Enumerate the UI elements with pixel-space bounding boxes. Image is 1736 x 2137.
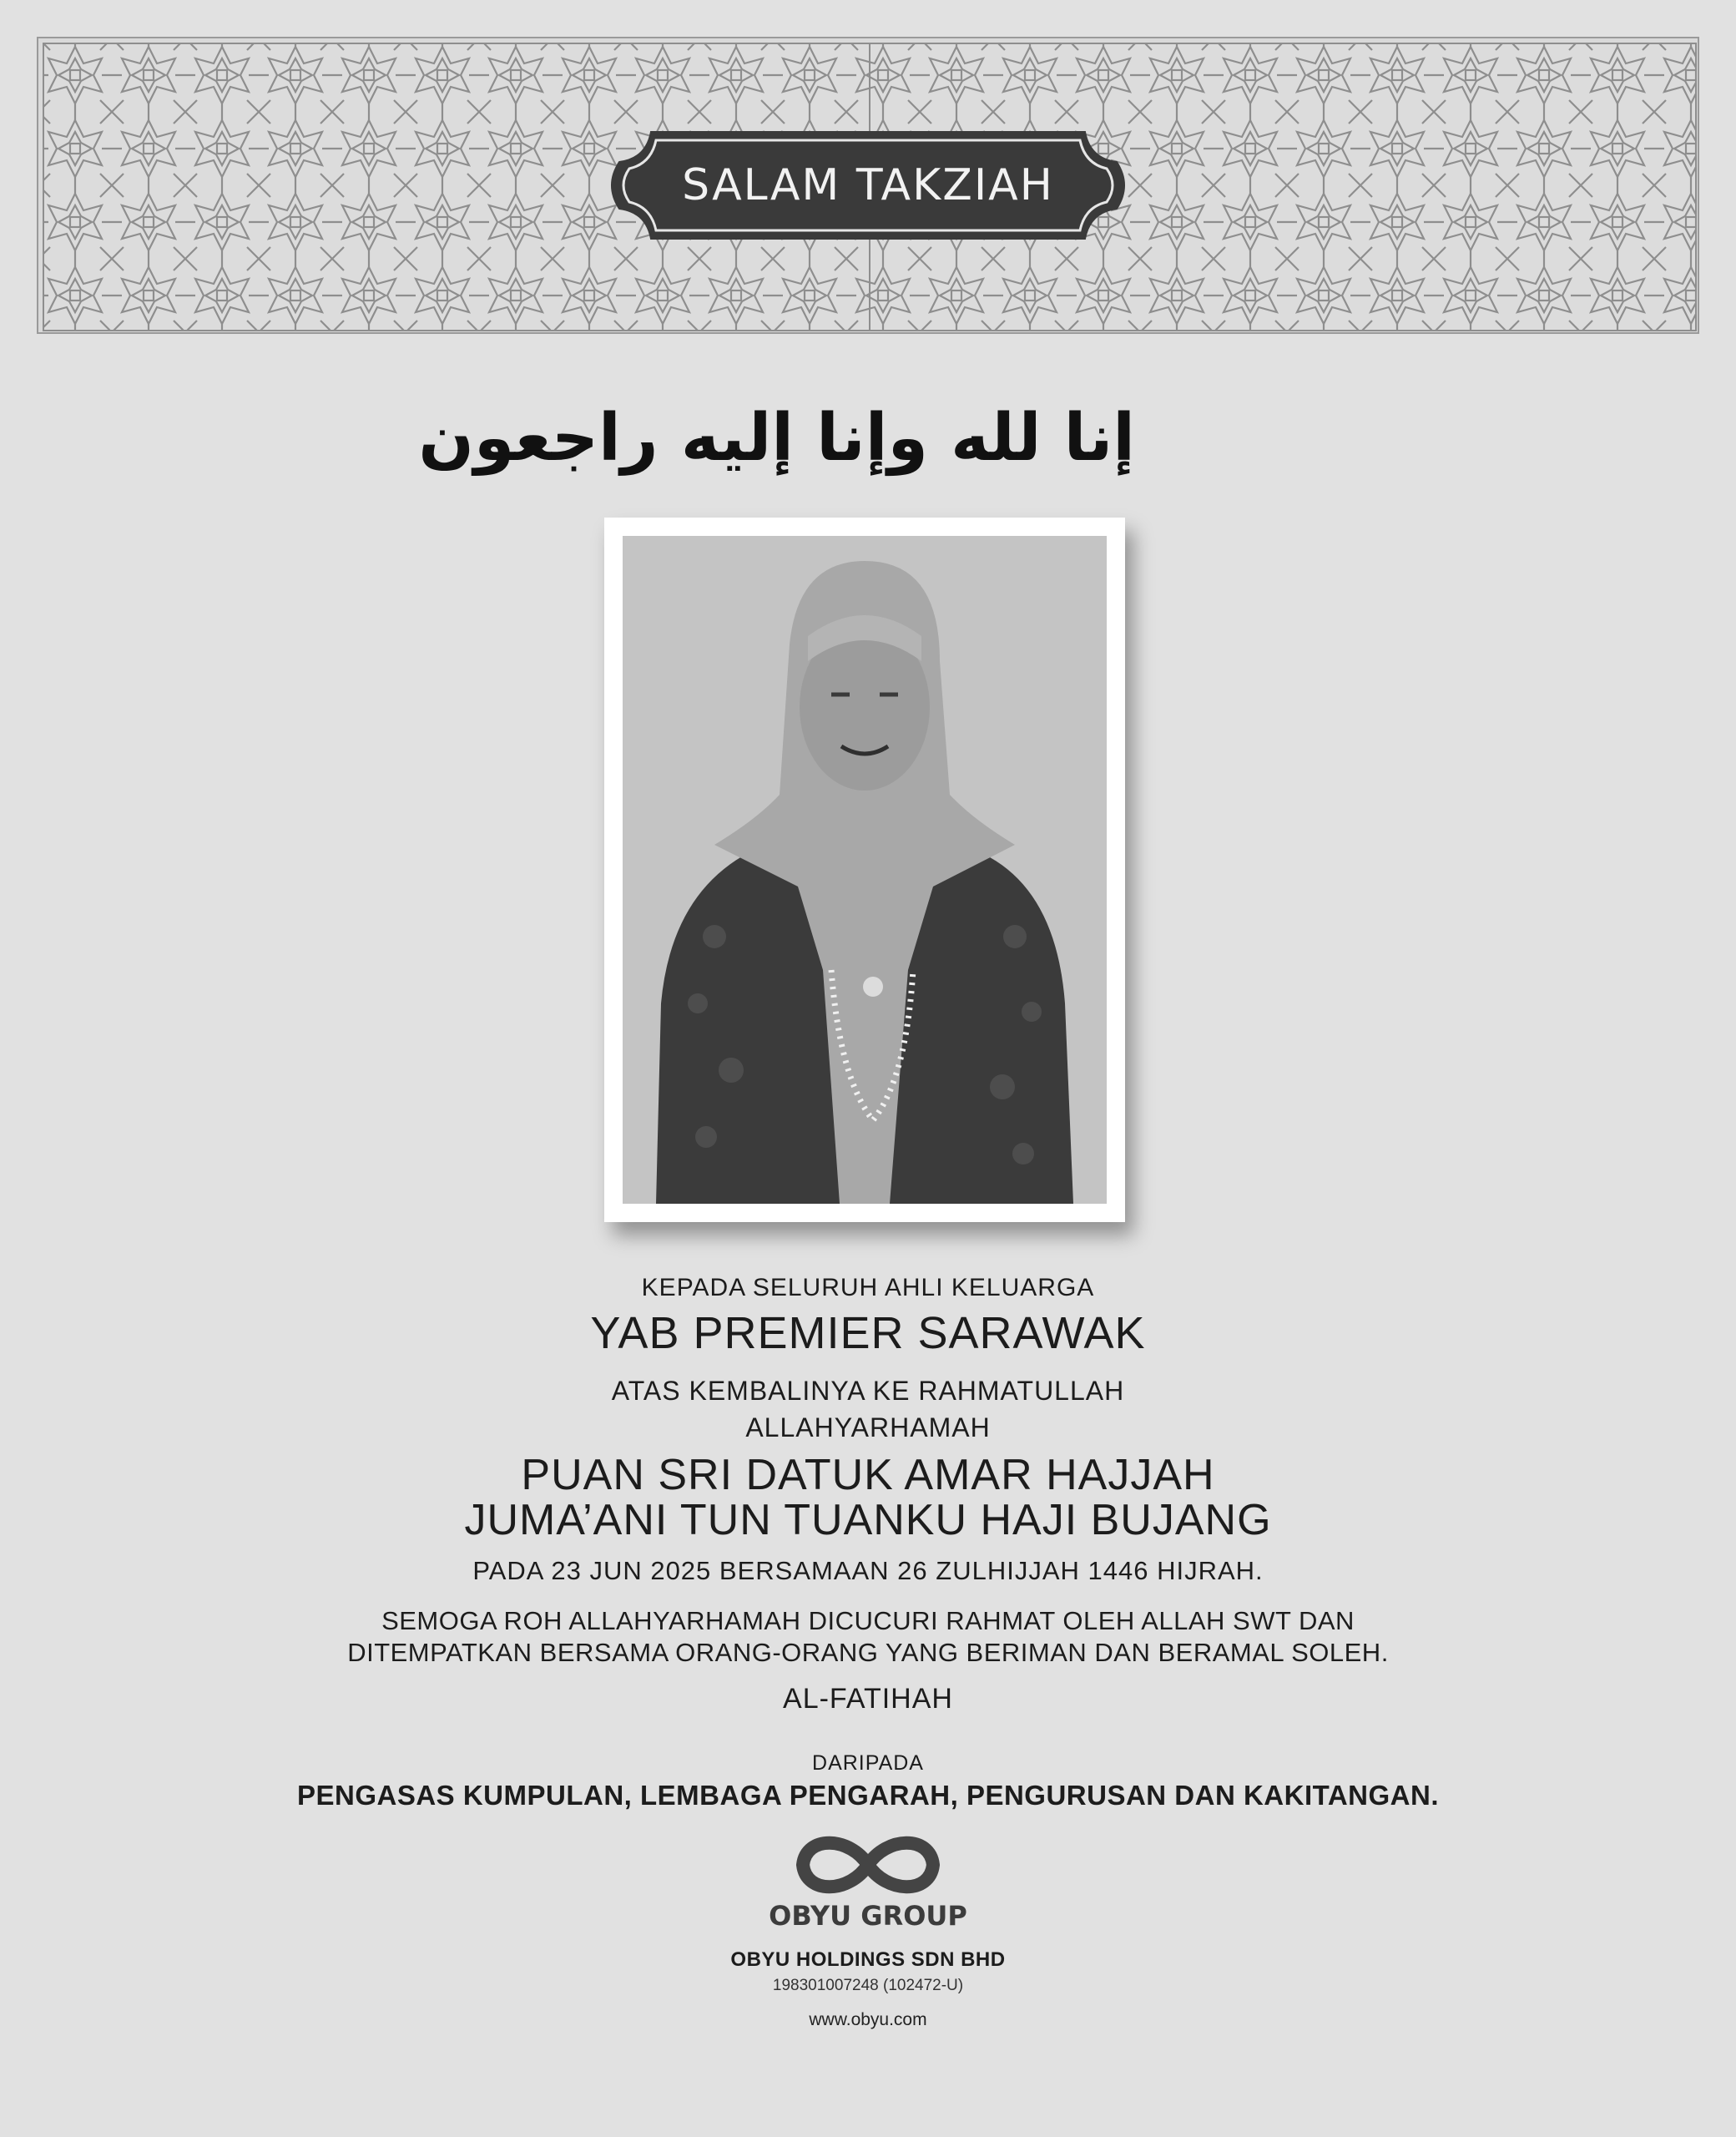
company-website: www.obyu.com xyxy=(809,2010,927,2029)
prayer-line-1: SEMOGA ROH ALLAHYARHAMAH DICUCURI RAHMAT OLEH ALLAH SWT DAN xyxy=(381,1606,1355,1635)
sender-body: PENGASAS KUMPULAN, LEMBAGA PENGARAH, PENGURUSAN DAN KAKITANGAN. xyxy=(296,1780,1440,1811)
obyu-logo-icon xyxy=(791,1830,945,1900)
honorific-line: ALLAHYARHAMAH xyxy=(745,1412,991,1442)
deceased-name-line-1: PUAN SRI DATUK AMAR HAJJAH xyxy=(521,1451,1215,1499)
company-name: OBYU HOLDINGS SDN BHD xyxy=(730,1948,1006,1971)
title-plate xyxy=(601,129,1135,242)
photo-frame xyxy=(604,518,1125,1222)
recipient-line: YAB PREMIER SARAWAK xyxy=(590,1308,1146,1358)
salutation-line: KEPADA SELURUH AHLI KELUARGA xyxy=(641,1274,1095,1301)
portrait-illustration xyxy=(623,536,1107,1204)
date-line: PADA 23 JUN 2025 BERSAMAAN 26 ZULHIJJAH 1446 HIJRAH. xyxy=(472,1556,1264,1585)
sender-label: DARIPADA xyxy=(812,1751,924,1775)
portrait-photo xyxy=(623,536,1107,1204)
deceased-name-line-2: JUMA’ANI TUN TUANKU HAJI BUJANG xyxy=(464,1496,1272,1544)
logo-wordmark: OBYU GROUP xyxy=(769,1900,967,1932)
company-registration: 198301007248 (102472-U) xyxy=(772,1977,964,1994)
arabic-calligraphy: إنا لله وإنا إليه راجعون xyxy=(418,401,1135,476)
closing-line: AL-FATIHAH xyxy=(783,1683,953,1715)
page-title: SALAM TAKZIAH xyxy=(682,160,1054,210)
prayer-line-2: DITEMPATKAN BERSAMA ORANG-ORANG YANG BERIMAN DAN BERAMAL SOLEH. xyxy=(347,1638,1389,1667)
passing-phrase: ATAS KEMBALINYA KE RAHMATULLAH xyxy=(611,1376,1125,1406)
